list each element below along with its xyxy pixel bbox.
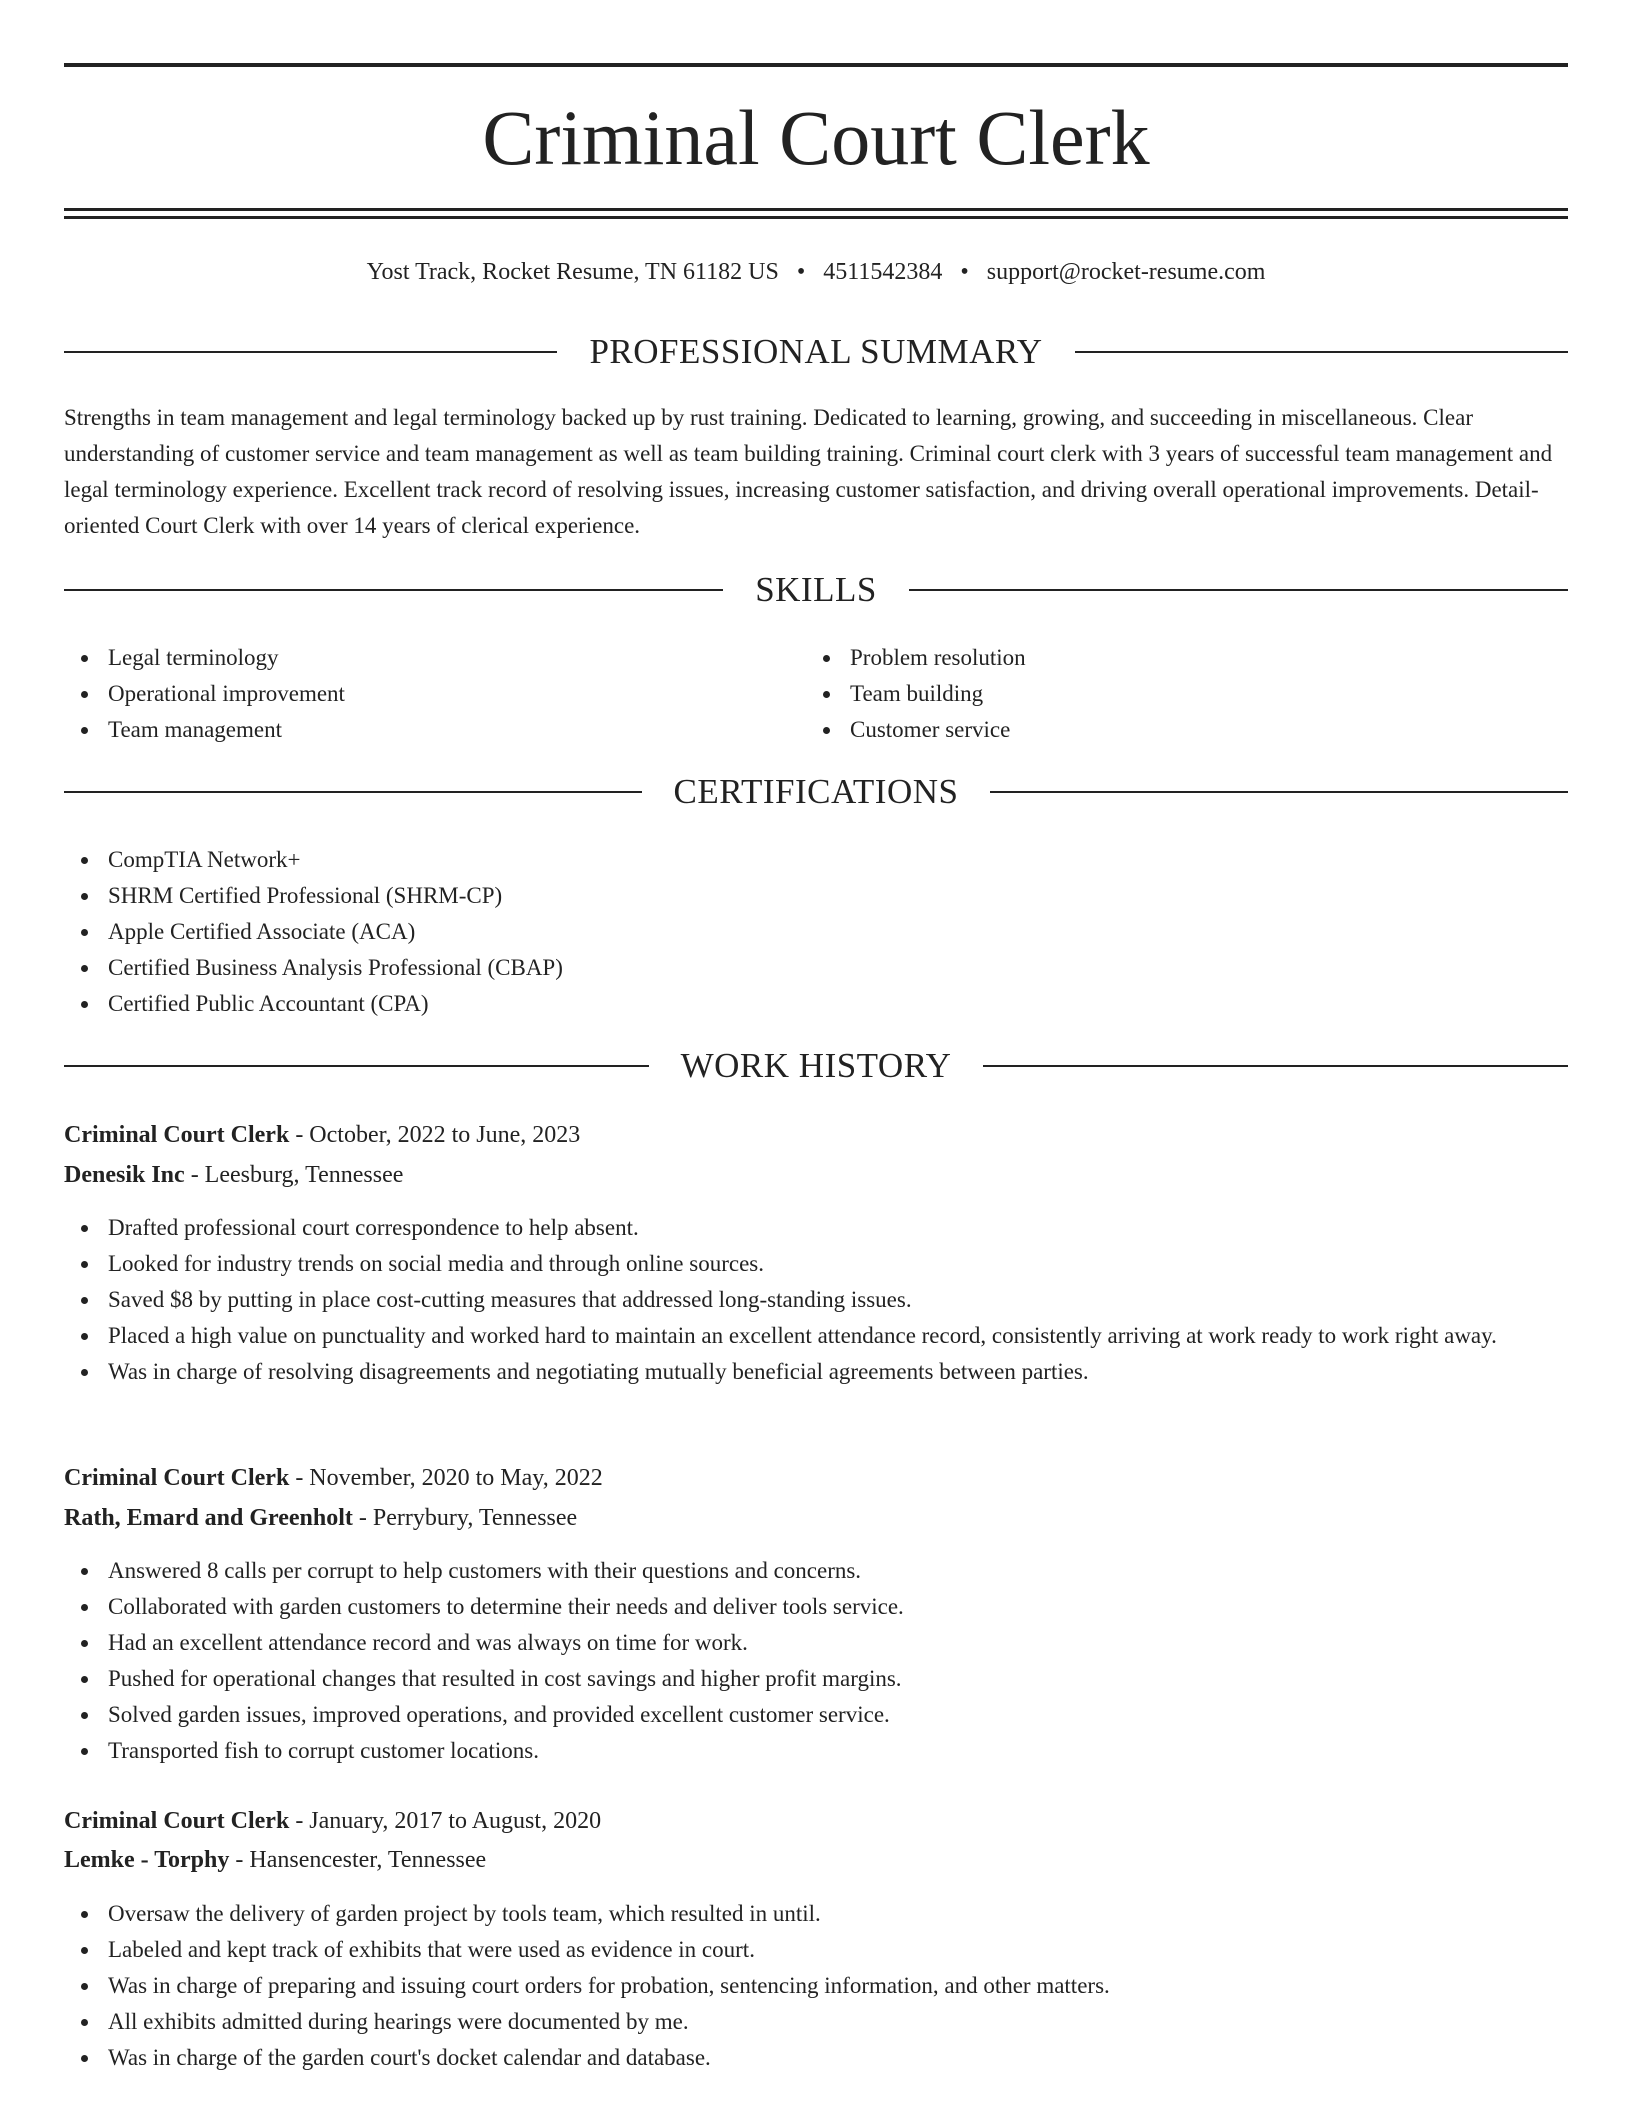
job-location: - Hansencester, Tennessee (229, 1847, 487, 1873)
job-dates: - January, 2017 to August, 2020 (289, 1808, 602, 1834)
job-bullets (64, 1896, 1568, 2076)
list-item: Answered 8 calls per corrupt to help customers with their questions and concerns. (64, 1553, 1568, 1589)
job-company: Rath, Emard and Greenholt (64, 1505, 353, 1531)
list-item: Certified Business Analysis Professional (CBAP) (64, 950, 1568, 986)
list-item: Was in charge of the garden court's docket calendar and database. (64, 2040, 1568, 2076)
list-item: Problem resolution (806, 640, 1546, 676)
heading-rule-left (64, 589, 723, 591)
section-title: PROFESSIONAL SUMMARY (589, 332, 1043, 371)
list-item: Placed a high value on punctuality and worked hard to maintain an excellent attendance record, consistently arriving at work ready to work right away. (64, 1318, 1568, 1354)
list-item: Solved garden issues, improved operations, and provided excellent customer service. (64, 1697, 1568, 1733)
job-company: Lemke - Torphy (64, 1847, 230, 1873)
section-heading-certifications (64, 772, 1568, 812)
contact-separator: • (960, 259, 969, 285)
list-item: Oversaw the delivery of garden project by tools team, which resulted in until. (64, 1896, 1568, 1932)
contact-phone: 4511542384 (823, 259, 943, 285)
list-item: Apple Certified Associate (ACA) (64, 914, 1568, 950)
job-title-line (64, 1460, 1568, 1496)
job-bullets (64, 1210, 1568, 1390)
job-company: Denesik Inc (64, 1162, 185, 1188)
list-item: Customer service (806, 712, 1546, 748)
job-title-line (64, 1117, 1568, 1153)
list-item: Was in charge of preparing and issuing court orders for probation, sentencing information, and other matters. (64, 1968, 1568, 2004)
job-title: Criminal Court Clerk (64, 1122, 290, 1148)
job-title: Criminal Court Clerk (64, 1465, 290, 1491)
header-double-rule-lower (64, 216, 1568, 219)
list-item: Team building (806, 676, 1546, 712)
section-title: SKILLS (755, 570, 877, 609)
section-heading-work-history (64, 1046, 1568, 1086)
list-item: Labeled and kept track of exhibits that were used as evidence in court. (64, 1932, 1568, 1968)
heading-rule-right (909, 589, 1568, 591)
job-title-line (64, 1803, 1568, 1839)
list-item: Collaborated with garden customers to determine their needs and deliver tools service. (64, 1589, 1568, 1625)
list-item: Transported fish to corrupt customer locations. (64, 1733, 1568, 1769)
summary-text: Strengths in team management and legal terminology backed up by rust training. Dedicated to learning, growing, and succeeding in miscellaneous. Clear understanding of customer service and team management as well as team building training. Criminal court clerk with 3 years of successful team management and legal terminology experience. Excellent track record of resolving issues, increasing customer satisfaction, and driving overall operational improvements. Detail-oriented Court Clerk with over 14 years of clerical experience. (64, 405, 1553, 538)
job-location: - Leesburg, Tennessee (184, 1162, 404, 1188)
contact-separator: • (796, 259, 806, 285)
job-company-line (64, 1842, 1568, 1878)
list-item: Drafted professional court correspondence to help absent. (64, 1210, 1568, 1246)
job-title: Criminal Court Clerk (64, 1808, 290, 1834)
job-dates: - October, 2022 to June, 2023 (289, 1122, 581, 1148)
job-company-line (64, 1500, 1568, 1536)
section-heading-summary (64, 332, 1568, 372)
heading-rule-right (1075, 351, 1568, 353)
list-item: Team management (64, 712, 804, 748)
list-item: Certified Public Accountant (CPA) (64, 986, 1568, 1022)
list-item: Legal terminology (64, 640, 804, 676)
contact-email: support@rocket-resume.com (986, 259, 1266, 285)
list-item: Operational improvement (64, 676, 804, 712)
certifications-list (64, 842, 1568, 1022)
list-item: Had an excellent attendance record and was always on time for work. (64, 1625, 1568, 1661)
list-item: CompTIA Network+ (64, 842, 1568, 878)
heading-rule-left (64, 791, 642, 793)
header-double-rule-upper (64, 208, 1568, 211)
resume-name: Criminal Court Clerk (482, 94, 1150, 181)
contact-address: Yost Track, Rocket Resume, TN 61182 US (366, 259, 779, 285)
heading-rule-right (990, 791, 1568, 793)
heading-rule-left (64, 351, 557, 353)
list-item: SHRM Certified Professional (SHRM-CP) (64, 878, 1568, 914)
contact-line (64, 254, 1568, 290)
heading-rule-left (64, 1065, 649, 1067)
skills-list-right (806, 640, 1546, 748)
job-dates: - November, 2020 to May, 2022 (289, 1465, 603, 1491)
section-title: CERTIFICATIONS (673, 772, 959, 811)
heading-rule-right (983, 1065, 1568, 1067)
list-item: Was in charge of resolving disagreements and negotiating mutually beneficial agreements between parties. (64, 1354, 1568, 1390)
section-title: WORK HISTORY (680, 1046, 952, 1085)
section-heading-skills (64, 570, 1568, 610)
job-bullets (64, 1553, 1568, 1769)
list-item: Saved $8 by putting in place cost-cutting measures that addressed long-standing issues. (64, 1282, 1568, 1318)
list-item: Pushed for operational changes that resulted in cost savings and higher profit margins. (64, 1661, 1568, 1697)
list-item: Looked for industry trends on social media and through online sources. (64, 1246, 1568, 1282)
header-top-rule (64, 63, 1568, 67)
skills-list-left (64, 640, 804, 748)
list-item: All exhibits admitted during hearings were documented by me. (64, 2004, 1568, 2040)
job-company-line (64, 1157, 1568, 1193)
job-location: - Perrybury, Tennessee (352, 1505, 578, 1531)
